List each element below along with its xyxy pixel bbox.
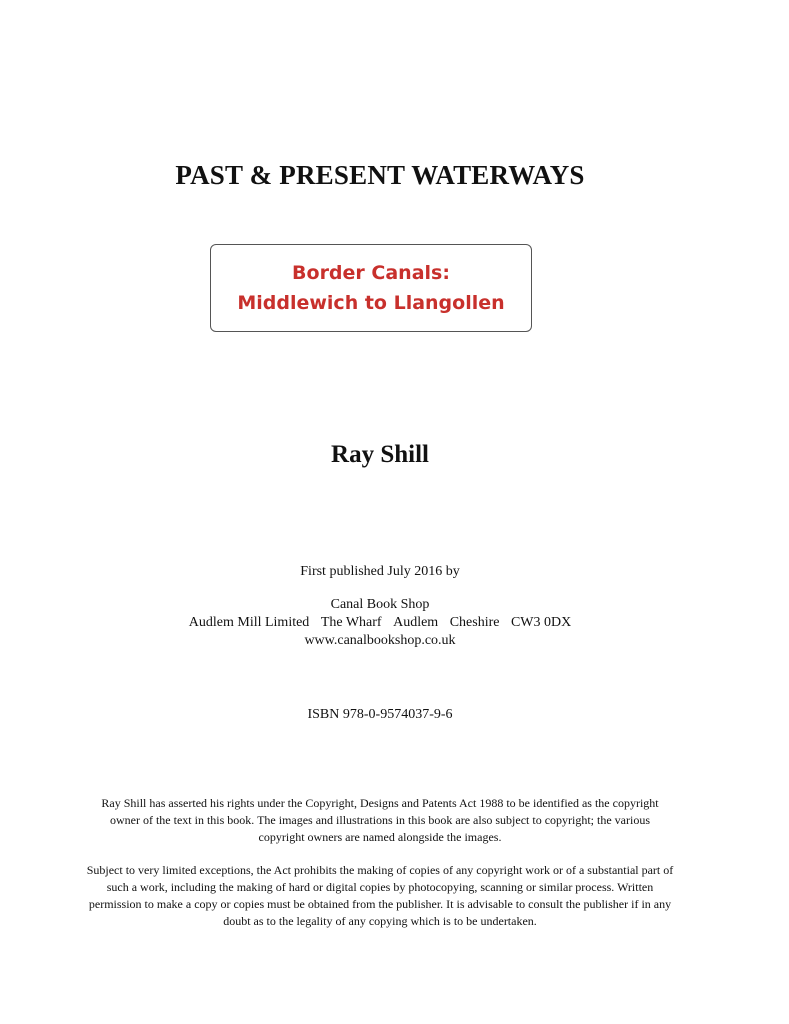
publisher-address — [0, 614, 760, 632]
address-street: The Wharf — [320, 615, 382, 630]
address-town: Audlem — [393, 615, 439, 630]
address-county: Cheshire — [449, 615, 500, 630]
copying-restrictions-notice — [40, 862, 720, 930]
restrictions-line: Subject to very limited exceptions, the Act prohibits the making of copies of any copyright work or of a substantial part of — [86, 863, 674, 877]
publisher-block — [0, 596, 760, 650]
publisher-name: Canal Book Shop — [330, 597, 430, 612]
author-name: Ray Shill — [331, 441, 429, 468]
first-published-text: First published July 2016 by — [300, 564, 460, 579]
book-title-box — [210, 244, 532, 332]
restrictions-line: doubt as to the legality of any copying which is to be undertaken. — [223, 914, 537, 928]
copyright-line: Ray Shill has asserted his rights under the Copyright, Designs and Patents Act 1988 to be identified as the copyright — [101, 796, 659, 810]
publisher-website: www.canalbookshop.co.uk — [304, 633, 456, 648]
restrictions-line: such a work, including the making of hard or digital copies by photocopying, scanning or similar process. Written — [106, 880, 654, 894]
isbn: ISBN 978-0-9574037-9-6 — [307, 707, 453, 722]
copyright-line: copyright owners are named alongside the images. — [258, 830, 502, 844]
address-postcode: CW3 0DX — [510, 615, 572, 630]
copyright-notice — [40, 795, 720, 846]
restrictions-line: permission to make a copy or copies must be obtained from the publisher. It is advisable to consult the publisher if in any — [88, 897, 672, 911]
copyright-line: owner of the text in this book. The images and illustrations in this book are also subject to copyright; the various — [109, 813, 651, 827]
book-title-line-2: Middlewich to Llangollen — [237, 292, 505, 314]
book-title-line-1: Border Canals: — [292, 262, 450, 284]
series-title: PAST & PRESENT WATERWAYS — [175, 160, 585, 190]
address-company: Audlem Mill Limited — [188, 615, 310, 630]
